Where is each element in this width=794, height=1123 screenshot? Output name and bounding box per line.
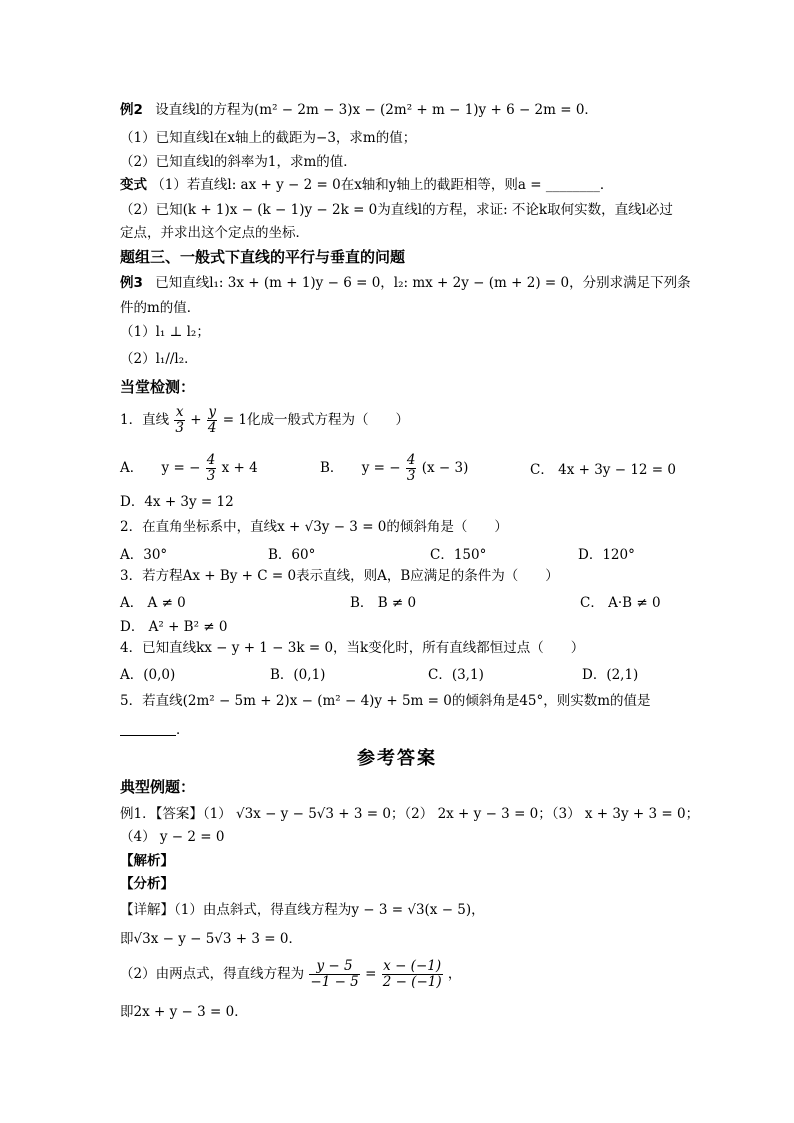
- plus-sign: +: [190, 412, 202, 428]
- fraction-denominator: 3: [406, 468, 416, 484]
- analysis-label: 【解析】: [120, 853, 174, 869]
- check-q1-option-d: D．4x + 3y = 12: [120, 494, 234, 510]
- check-q1-option-a: [120, 452, 258, 484]
- check-q4-option-b: B．(0,1): [270, 667, 326, 683]
- check-q3-option-b: B． B ≠ 0: [350, 595, 417, 611]
- answers-title: 参考答案: [357, 748, 437, 769]
- option-label: A．: [120, 460, 144, 476]
- check-q4-option-d: D．(2,1): [582, 667, 639, 683]
- variant-label: 变式: [120, 177, 147, 193]
- variant-q1: [120, 175, 613, 195]
- check-q2-option-b: B．60°: [268, 547, 316, 563]
- check-q2-option-d: D．120°: [578, 547, 635, 563]
- fraction-two-point-lhs: [309, 959, 359, 990]
- example-3-q2: （2）l₁//l₂．: [120, 351, 198, 367]
- fraction-4-over-3: [406, 453, 417, 484]
- fraction-numerator: x: [175, 404, 184, 420]
- variant-q1-text: （1）若直线l: ax + y − 2 = 0在x轴和y轴上的截距相等，则a = ________．: [151, 177, 614, 193]
- option-text: y = −: [161, 460, 201, 476]
- check-q5-period: ．: [176, 722, 190, 738]
- fraction-numerator: 4: [206, 452, 216, 468]
- option-text-tail: (x − 3): [421, 460, 469, 476]
- check-q1-stem: [120, 404, 409, 436]
- check-q3-stem: 3．若方程Ax + By + C = 0表示直线，则A，B应满足的条件为（ ）: [120, 568, 559, 584]
- example-1-answer-line1: 例1．【答案】（1） √3x − y − 5√3 + 3 = 0；（2） 2x + y − 3 = 0；（3） x + 3y + 3 = 0；: [120, 806, 700, 822]
- fraction-two-point-rhs: [382, 959, 443, 990]
- example-2-text: 设直线l的方程为(m² − 2m − 3)x − (2m² + m − 1)y + 6 − 2m = 0．: [155, 102, 598, 118]
- detail-line-2b: 即2x + y − 3 = 0．: [120, 1004, 248, 1020]
- example-3-stem-line1: [120, 273, 691, 293]
- check-q1-option-b: [320, 452, 468, 484]
- example-3-text: 已知直线l₁: 3x + (m + 1)y − 6 = 0，l₂: mx + 2y − (m + 2) = 0，分别求满足下列条: [155, 275, 691, 291]
- equals-sign: =: [365, 966, 377, 982]
- breakdown-label: 【分析】: [120, 876, 174, 892]
- example-2-q2: （2）已知直线l的斜率为1，求m的值．: [120, 154, 357, 170]
- check-q2-option-a: A．30°: [120, 547, 168, 563]
- example-1-answer-line2: （4） y − 2 = 0: [120, 829, 225, 845]
- option-text-tail: x + 4: [221, 460, 258, 476]
- check-q1-pre: 1．直线: [120, 412, 170, 428]
- detail-2-post: ，: [447, 966, 462, 982]
- detail-2-pre: （2）由两点式，得直线方程为: [120, 966, 305, 982]
- fraction-denominator: −1 − 5: [310, 974, 359, 990]
- check-q1-option-c: C． 4x + 3y − 12 = 0: [530, 462, 676, 478]
- check-heading: 当堂检测：: [120, 378, 196, 396]
- check-q4-option-c: C．(3,1): [428, 667, 484, 683]
- fraction-numerator: 4: [406, 452, 416, 468]
- fraction-numerator: y: [208, 404, 216, 420]
- fraction-denominator: 2 − (−1): [382, 974, 442, 990]
- fraction-4-over-3: [206, 453, 217, 484]
- option-label: B．: [320, 460, 344, 476]
- fraction-numerator: y − 5: [309, 959, 359, 975]
- check-q1-post: = 1化成一般式方程为（ ）: [222, 412, 409, 428]
- answer-blank: [120, 721, 176, 736]
- typical-heading: 典型例题：: [120, 778, 196, 796]
- example-3-q1: （1）l₁ ⊥ l₂；: [120, 324, 210, 340]
- example-3-stem-line2: 件的m的值．: [120, 300, 201, 316]
- fraction-x-over-3: [174, 405, 185, 436]
- group-3-heading: 题组三、一般式下直线的平行与垂直的问题: [120, 248, 406, 266]
- option-text: y = −: [361, 460, 401, 476]
- fraction-numerator: x − (−1): [383, 958, 442, 974]
- check-q3-option-a: A． A ≠ 0: [120, 595, 186, 611]
- fraction-denominator: 3: [206, 468, 216, 484]
- example-2-q1: （1）已知直线l在x轴上的截距为−3，求m的值；: [120, 130, 417, 146]
- check-q4-option-a: A．(0,0): [120, 667, 176, 683]
- check-q3-option-d: D． A² + B² ≠ 0: [120, 619, 228, 635]
- check-q5-tail: [120, 720, 190, 740]
- variant-q2-line2: 定点，并求出这个定点的坐标．: [120, 225, 309, 241]
- check-q5-stem: 5．若直线(2m² − 5m + 2)x − (m² − 4)y + 5m = 0的倾斜角是45°，则实数m的值是: [120, 693, 651, 709]
- detail-line-1: 【详解】（1）由点斜式，得直线方程为y − 3 = √3(x − 5)，: [120, 902, 485, 918]
- check-q3-option-c: C． A·B ≠ 0: [580, 595, 661, 611]
- fraction-y-over-4: [207, 405, 218, 436]
- fraction-denominator: 4: [207, 420, 217, 436]
- check-q4-stem: 4．已知直线kx − y + 1 − 3k = 0，当k变化时，所有直线都恒过点（ ）: [120, 640, 585, 656]
- check-q2-option-c: C．150°: [430, 547, 487, 563]
- detail-line-1b: 即√3x − y − 5√3 + 3 = 0．: [120, 931, 302, 947]
- check-q2-stem: 2．在直角坐标系中，直线x + √3y − 3 = 0的倾斜角是（ ）: [120, 519, 508, 535]
- example-2-label: 例2: [120, 102, 143, 118]
- example-2-stem: [120, 100, 598, 120]
- variant-q2-line1: （2）已知(k + 1)x − (k − 1)y − 2k = 0为直线l的方程，求证: 不论k取何实数，直线l必过: [120, 202, 673, 218]
- example-3-label: 例3: [120, 275, 143, 291]
- detail-line-2: [120, 958, 461, 990]
- fraction-denominator: 3: [175, 420, 184, 436]
